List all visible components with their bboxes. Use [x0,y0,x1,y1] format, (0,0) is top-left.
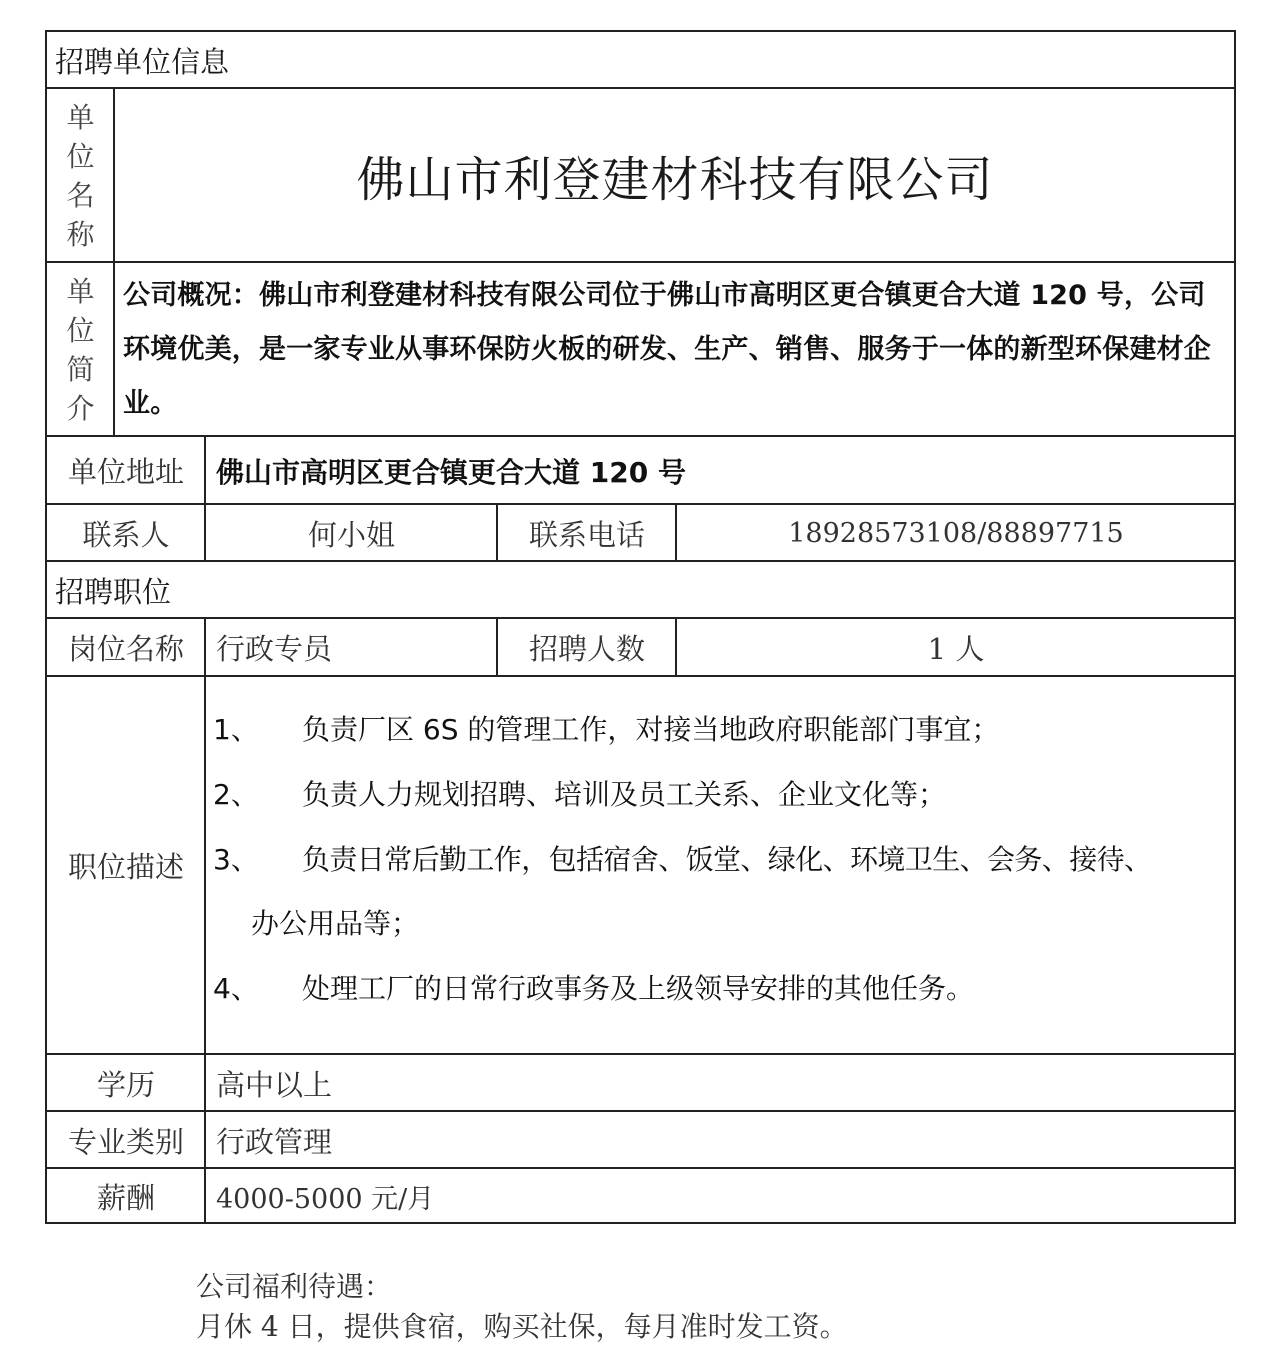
duty-text: 处理工厂的日常行政事务及上级领导安排的其他任务。 [302,972,975,1005]
company-name-label [47,89,114,262]
benefits-title [196,1265,392,1305]
salary-label-text: 薪酬 [96,1180,155,1215]
company-intro-label-char: 位 [66,313,95,347]
company-name-label-char: 单 [66,100,95,134]
company-name-label-char: 名 [66,178,95,212]
salary-text: 4000-5000 元/月 [216,1183,435,1215]
headcount-value [677,619,1235,676]
major-value [206,1112,1235,1168]
company-intro-label-char: 简 [66,352,95,386]
education-label [47,1055,205,1111]
headcount-label-text: 招聘人数 [528,632,645,666]
company-name-text: 佛山市利登建材科技有限公司 [356,152,994,208]
education-value [206,1055,1235,1111]
phone-label [498,505,676,561]
phone-value [677,505,1235,561]
contact-value [206,505,497,561]
duty-number: 4、 [213,972,259,1005]
job-title-value [206,619,497,676]
benefits-body-text: 月休 4 日，提供食宿，购买社保，每月准时发工资。 [196,1310,848,1343]
company-intro-value [115,263,1235,436]
duty-number: 2、 [213,778,259,811]
section-header-employer-text: 招聘单位信息 [55,44,230,79]
phone-label-text: 联系电话 [528,517,645,552]
company-name-label-char: 位 [66,139,95,173]
duty-item-continuation [251,902,419,942]
phone-text: 18928573108/88897715 [788,517,1124,549]
address-value [206,437,1235,504]
section-header-position-text: 招聘职位 [55,574,172,609]
company-intro-label [47,263,114,436]
duty-text: 负责厂区 6S 的管理工作，对接当地政府职能部门事宜； [302,713,1000,746]
contact-label [47,505,205,561]
education-text: 高中以上 [216,1067,333,1102]
contact-label-text: 联系人 [82,517,170,552]
headcount-text: 1 人 [927,632,985,666]
section-header-employer [47,32,1234,88]
company-name-label-char: 称 [66,217,95,251]
duty-text: 负责日常后勤工作，包括宿舍、饭堂、绿化、环境卫生、会务、接待、 [302,843,1152,876]
company-intro-text: 公司概况：佛山市利登建材科技有限公司位于佛山市高明区更合镇更合大道 120 号，公司环境优美，是一家专业从事环保防火板的研发、生产、销售、服务于一体的新型环保建材企业。 [123,280,1211,419]
salary-label [47,1169,205,1223]
address-text: 佛山市高明区更合镇更合大道 120 号 [216,455,686,489]
duty-number: 3、 [213,843,259,876]
job-title-text: 行政专员 [216,632,333,666]
company-intro-label-char: 单 [66,274,95,308]
benefits-title-text: 公司福利待遇： [196,1270,393,1303]
education-label-text: 学历 [96,1067,155,1102]
company-name-value [115,89,1235,262]
company-intro-label-char: 介 [66,391,95,425]
benefits-text [196,1305,848,1345]
major-text: 行政管理 [216,1124,333,1159]
section-header-position [47,562,1234,618]
contact-text: 何小姐 [307,517,395,552]
major-label [47,1112,205,1168]
address-label-text: 单位地址 [67,455,184,489]
job-title-label [47,619,205,676]
major-label-text: 专业类别 [67,1124,184,1159]
address-label [47,437,205,504]
duty-number: 1、 [213,713,259,746]
duty-text: 办公用品等； [251,907,420,940]
job-description-label [47,677,205,1054]
salary-value [206,1169,1235,1223]
job-description-label-text: 职位描述 [67,850,184,884]
duty-text: 负责人力规划招聘、培训及员工关系、企业文化等； [302,778,947,811]
job-title-label-text: 岗位名称 [67,632,184,666]
headcount-label [498,619,676,676]
